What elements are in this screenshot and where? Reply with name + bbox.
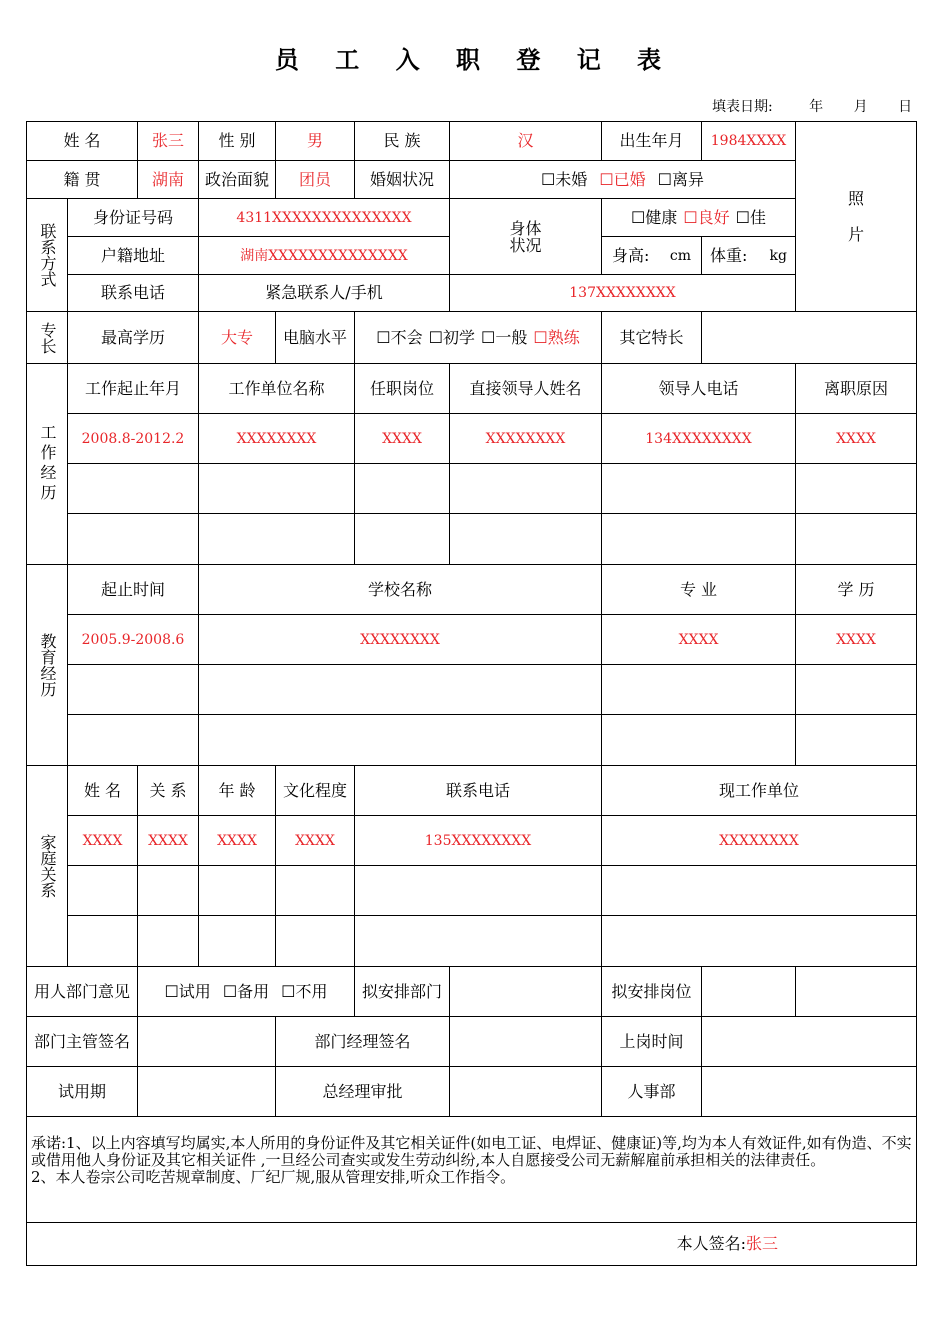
planned-post-extra[interactable] — [795, 966, 917, 1017]
hr-label: 人事部 — [601, 1066, 702, 1117]
id-label: 身份证号码 — [67, 198, 199, 237]
family-header-employer: 现工作单位 — [601, 765, 917, 816]
gender-value[interactable]: 男 — [275, 121, 355, 161]
family-cell[interactable] — [137, 915, 199, 967]
name-label: 姓 名 — [26, 121, 138, 161]
education-level-value[interactable]: 大专 — [198, 311, 276, 364]
computer-level-options — [354, 311, 602, 364]
emergency-label: 紧急联系人/手机 — [198, 274, 450, 312]
fill-date-year: 年 — [809, 99, 824, 115]
work-cell[interactable] — [198, 513, 355, 565]
family-cell[interactable] — [601, 915, 917, 967]
ethnicity-label: 民 族 — [354, 121, 450, 161]
start-time-label: 上岗时间 — [601, 1016, 702, 1067]
gm-approval-label: 总经理审批 — [275, 1066, 450, 1117]
height-field[interactable] — [601, 236, 702, 275]
marital-option-single[interactable]: ☐未婚 — [540, 169, 588, 189]
dept-opinion-options — [137, 966, 355, 1017]
opinion-option-trial[interactable]: ☐试用 — [164, 981, 211, 1001]
pc-option-beginner[interactable]: ☐初学 — [428, 327, 475, 347]
family-cell[interactable] — [275, 865, 355, 916]
edu-cell[interactable] — [601, 714, 796, 766]
work-header-period: 工作起止年月 — [67, 363, 199, 414]
work-cell[interactable] — [354, 513, 450, 565]
work-section-label: 工作经历 — [26, 363, 68, 565]
edu-header-degree: 学 历 — [795, 564, 917, 615]
height-label: 身高: — [612, 245, 650, 265]
family-cell[interactable]: XXXX — [198, 815, 276, 866]
birth-label: 出生年月 — [601, 121, 702, 161]
family-cell[interactable] — [198, 915, 276, 967]
probation-value[interactable] — [137, 1066, 276, 1117]
birth-value[interactable]: 1984XXXX — [701, 121, 796, 161]
work-header-position: 任职岗位 — [354, 363, 450, 414]
manager-sign-label: 部门经理签名 — [275, 1016, 450, 1067]
start-time-value[interactable] — [701, 1016, 917, 1067]
address-label: 户籍地址 — [67, 236, 199, 275]
family-header-name: 姓 名 — [67, 765, 138, 816]
family-cell[interactable] — [354, 915, 602, 967]
work-cell[interactable] — [795, 463, 917, 514]
work-cell[interactable]: 2008.8-2012.2 — [67, 413, 199, 464]
pledge-text: 承诺:1、以上内容填写均属实,本人所用的身份证件及其它相关证件(如电工证、电焊证、健康证)等,均为本人有效证件,如有伪造、不实或借用他人身份证及其它相关证件 ,一旦经公司查实或发生劳动纠纷,本人自愿接受公司无薪解雇前承担相关的法律责任。 2、本人卷宗公司吃苦规章制度、厂纪厂规,服从管理安排,听众工作指令。 — [26, 1116, 917, 1223]
hr-value[interactable] — [701, 1066, 917, 1117]
weight-field[interactable] — [701, 236, 796, 275]
supervisor-sign-value[interactable] — [137, 1016, 276, 1067]
political-label: 政治面貌 — [198, 160, 276, 199]
edu-cell[interactable] — [67, 714, 199, 766]
page-title: 员 工 入 职 登 记 表 — [274, 45, 676, 74]
family-header-phone: 联系电话 — [354, 765, 602, 816]
work-cell[interactable]: 134XXXXXXXX — [601, 413, 796, 464]
other-skills-value[interactable] — [701, 311, 917, 364]
health-option-fine[interactable]: ☐佳 — [735, 207, 767, 227]
id-value[interactable]: 4311XXXXXXXXXXXXXX — [198, 198, 450, 237]
family-header-age: 年 龄 — [198, 765, 276, 816]
work-cell[interactable] — [67, 513, 199, 565]
edu-cell[interactable] — [198, 664, 602, 715]
work-cell[interactable] — [601, 513, 796, 565]
work-cell[interactable] — [198, 463, 355, 514]
fill-date-day: 日 — [898, 99, 913, 115]
ethnicity-value[interactable]: 汉 — [449, 121, 602, 161]
health-option-good[interactable]: ☐良好 — [683, 207, 730, 227]
edu-cell[interactable] — [198, 714, 602, 766]
work-header-reason: 离职原因 — [795, 363, 917, 414]
work-cell[interactable] — [449, 463, 602, 514]
edu-cell[interactable]: XXXX — [601, 614, 796, 665]
gender-label: 性 别 — [198, 121, 276, 161]
education-level-label: 最高学历 — [67, 311, 199, 364]
edu-header-major: 专 业 — [601, 564, 796, 615]
work-cell[interactable] — [795, 513, 917, 565]
fill-date-month: 月 — [853, 99, 868, 115]
work-cell[interactable] — [601, 463, 796, 514]
skills-section-label: 专长 — [26, 311, 68, 364]
family-cell[interactable]: XXXX — [67, 815, 138, 866]
probation-label: 试用期 — [26, 1066, 138, 1117]
dept-opinion-label: 用人部门意见 — [26, 966, 138, 1017]
family-cell[interactable] — [67, 915, 138, 967]
family-cell[interactable]: XXXXXXXX — [601, 815, 917, 866]
edu-cell[interactable] — [795, 664, 917, 715]
work-header-leader: 直接领导人姓名 — [449, 363, 602, 414]
family-cell[interactable]: XXXX — [137, 815, 199, 866]
work-cell[interactable] — [67, 463, 199, 514]
edu-cell[interactable]: 2005.9-2008.6 — [67, 614, 199, 665]
pc-option-none[interactable]: ☐不会 — [376, 327, 423, 347]
manager-sign-value[interactable] — [449, 1016, 602, 1067]
native-label: 籍 贯 — [26, 160, 138, 199]
health-label: 身体 状况 — [449, 198, 602, 275]
work-cell[interactable]: XXXXXXXX — [449, 413, 602, 464]
edu-cell[interactable]: XXXX — [795, 614, 917, 665]
weight-unit: kg — [769, 247, 787, 264]
edu-cell[interactable]: XXXXXXXX — [198, 614, 602, 665]
computer-level-label: 电脑水平 — [275, 311, 355, 364]
work-cell[interactable]: XXXX — [354, 413, 450, 464]
political-value[interactable]: 团员 — [275, 160, 355, 199]
fill-date-label: 填表日期: — [712, 99, 773, 115]
signature-label: 本人签名: — [676, 1234, 746, 1253]
edu-header-school: 学校名称 — [198, 564, 602, 615]
other-skills-label: 其它特长 — [601, 311, 702, 364]
planned-post-label: 拟安排岗位 — [601, 966, 702, 1017]
family-header-relation: 关 系 — [137, 765, 199, 816]
name-value[interactable]: 张三 — [137, 121, 199, 161]
family-cell[interactable]: 135XXXXXXXX — [354, 815, 602, 866]
native-value[interactable]: 湖南 — [137, 160, 199, 199]
marital-label: 婚姻状况 — [354, 160, 450, 199]
family-cell[interactable] — [67, 865, 138, 916]
family-header-education: 文化程度 — [275, 765, 355, 816]
family-cell[interactable] — [137, 865, 199, 916]
opinion-option-reserve[interactable]: ☐备用 — [222, 981, 270, 1001]
family-cell[interactable] — [198, 865, 276, 916]
work-cell[interactable]: XXXX — [795, 413, 917, 464]
edu-cell[interactable] — [601, 664, 796, 715]
work-cell[interactable]: XXXXXXXX — [198, 413, 355, 464]
health-option-healthy[interactable]: ☐健康 — [630, 207, 678, 227]
weight-label: 体重: — [710, 245, 748, 265]
family-cell[interactable] — [354, 865, 602, 916]
family-cell[interactable] — [601, 865, 917, 916]
opinion-option-reject[interactable]: ☐不用 — [281, 981, 328, 1001]
emergency-value[interactable]: 137XXXXXXXX — [449, 274, 796, 312]
marital-options — [449, 160, 796, 199]
phone-label: 联系电话 — [67, 274, 199, 312]
address-value[interactable]: 湖南XXXXXXXXXXXXXX — [198, 236, 450, 275]
signature-row[interactable] — [26, 1222, 917, 1266]
contact-section-label: 联系方式 — [26, 198, 68, 312]
education-section-label: 教育经历 — [26, 564, 68, 766]
work-header-company: 工作单位名称 — [198, 363, 355, 414]
planned-dept-label: 拟安排部门 — [354, 966, 450, 1017]
signature-value[interactable]: 张三 — [745, 1234, 778, 1253]
work-header-leader-phone: 领导人电话 — [601, 363, 796, 414]
family-cell[interactable]: XXXX — [275, 815, 355, 866]
health-options — [601, 198, 796, 237]
height-unit: cm — [669, 247, 691, 264]
work-cell[interactable] — [354, 463, 450, 514]
edu-cell[interactable] — [67, 664, 199, 715]
gm-approval-value[interactable] — [449, 1066, 602, 1117]
planned-post-value[interactable] — [701, 966, 796, 1017]
planned-dept-value[interactable] — [449, 966, 602, 1017]
supervisor-sign-label: 部门主管签名 — [26, 1016, 138, 1067]
family-section-label: 家庭关系 — [26, 765, 68, 967]
pc-option-proficient[interactable]: ☐熟练 — [533, 327, 580, 347]
work-cell[interactable] — [449, 513, 602, 565]
photo-box[interactable]: 照 片 — [795, 121, 917, 312]
edu-header-period: 起止时间 — [67, 564, 199, 615]
edu-cell[interactable] — [795, 714, 917, 766]
marital-option-married[interactable]: ☐已婚 — [599, 169, 646, 189]
pc-option-average[interactable]: ☐一般 — [481, 327, 528, 347]
family-cell[interactable] — [275, 915, 355, 967]
marital-option-divorced[interactable]: ☐离异 — [657, 169, 705, 189]
